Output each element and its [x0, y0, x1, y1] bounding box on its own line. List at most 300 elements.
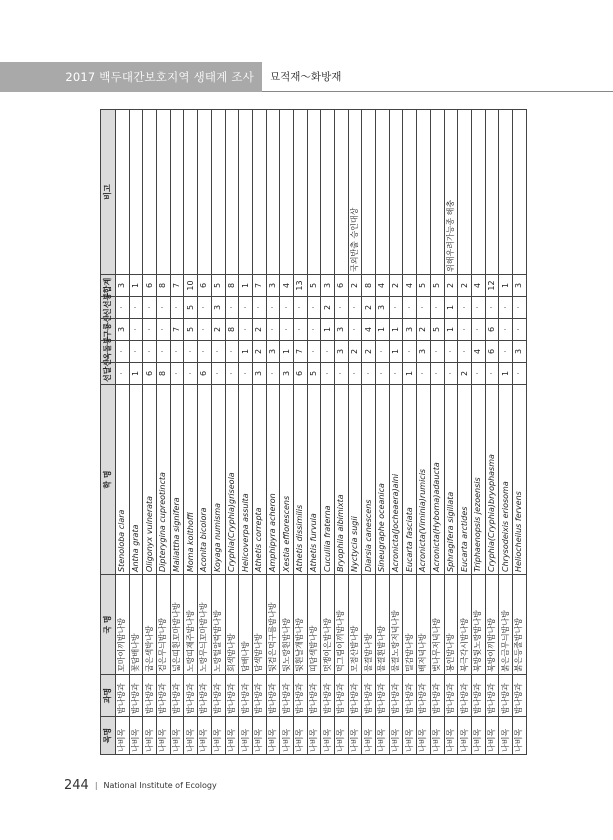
count-cell: 3: [266, 341, 280, 363]
scientific-name-cell: Cucullia fraterna: [321, 385, 335, 575]
table-row: [417, 110, 431, 755]
count-cell: ·: [485, 363, 499, 385]
count-cell: 3: [252, 363, 266, 385]
order-cell: 나비목: [471, 717, 485, 755]
total-cell: 8: [225, 275, 239, 297]
count-cell: 1: [321, 319, 335, 341]
table-row: [143, 110, 157, 755]
species-table-region: [100, 110, 524, 755]
order-cell: 나비목: [321, 717, 335, 755]
family-cell: 밤나방과: [348, 675, 362, 717]
rotated-table-frame: [100, 110, 524, 755]
count-cell: ·: [116, 341, 130, 363]
count-cell: ·: [129, 319, 143, 341]
total-cell: 8: [157, 275, 171, 297]
remarks-cell: [430, 110, 444, 275]
count-cell: ·: [184, 341, 198, 363]
count-cell: ·: [307, 319, 321, 341]
family-cell: 밤나방과: [444, 675, 458, 717]
korean-name-cell: 노랑털알락밤나방: [211, 575, 225, 675]
family-cell: 밤나방과: [225, 675, 239, 717]
korean-name-cell: 띠담색밤나방: [307, 575, 321, 675]
count-cell: ·: [362, 363, 376, 385]
korean-name-cell: 검은무늬밤나방: [157, 575, 171, 675]
korean-name-cell: 노랑무늬꼬마밤나방: [198, 575, 212, 675]
korean-name-cell: 뒷검은먹구름밤나방: [266, 575, 280, 675]
table-row: [211, 110, 225, 755]
table-row: [293, 110, 307, 755]
table-row: [485, 110, 499, 755]
column-header: 신선봉: [101, 297, 116, 319]
scientific-name-cell: Athetis dissimilis: [293, 385, 307, 575]
count-cell: ·: [198, 297, 212, 319]
table-row: [376, 110, 390, 755]
total-cell: 6: [143, 275, 157, 297]
header-divider: [262, 91, 613, 92]
order-cell: 나비목: [116, 717, 130, 755]
order-cell: 나비목: [512, 717, 526, 755]
scientific-name-cell: Stenoloba clara: [116, 385, 130, 575]
table-row: [362, 110, 376, 755]
page-footer: [64, 778, 217, 798]
table-row: [444, 110, 458, 755]
count-cell: 3: [280, 363, 294, 385]
scientific-name-cell: Sineugraphe oceanica: [376, 385, 390, 575]
count-cell: 5: [184, 319, 198, 341]
count-cell: ·: [225, 363, 239, 385]
remarks-cell: [307, 110, 321, 275]
count-cell: ·: [184, 363, 198, 385]
family-cell: 밤나방과: [485, 675, 499, 717]
count-cell: 1: [129, 363, 143, 385]
order-cell: 나비목: [499, 717, 513, 755]
order-cell: 나비목: [225, 717, 239, 755]
table-row: [471, 110, 485, 755]
family-cell: 밤나방과: [376, 675, 390, 717]
order-cell: 나비목: [485, 717, 499, 755]
remarks-cell: [225, 110, 239, 275]
table-row: [403, 110, 417, 755]
report-title: 2017 백두대간보호지역 생태계 조사: [0, 62, 262, 92]
family-cell: 밤나방과: [239, 675, 253, 717]
remarks-cell: [471, 110, 485, 275]
count-cell: 2: [362, 297, 376, 319]
scientific-name-cell: Helicoverpa assulta: [239, 385, 253, 575]
total-cell: 12: [485, 275, 499, 297]
count-cell: ·: [389, 363, 403, 385]
korean-name-cell: 물결노랑저녁나방: [389, 575, 403, 675]
scientific-name-cell: Athetis correpta: [252, 385, 266, 575]
total-cell: 4: [280, 275, 294, 297]
column-header: 국 명: [101, 575, 116, 675]
count-cell: 2: [321, 297, 335, 319]
korean-name-cell: 담배나방: [239, 575, 253, 675]
count-cell: 4: [471, 341, 485, 363]
remarks-cell: [129, 110, 143, 275]
count-cell: 7: [170, 319, 184, 341]
count-cell: ·: [280, 297, 294, 319]
korean-name-cell: 뒷흰날개밤나방: [293, 575, 307, 675]
order-cell: 나비목: [417, 717, 431, 755]
remarks-cell: [458, 110, 472, 275]
count-cell: ·: [430, 297, 444, 319]
order-cell: 나비목: [198, 717, 212, 755]
count-cell: ·: [198, 341, 212, 363]
korean-name-cell: 뒷노랑흰밤나방: [280, 575, 294, 675]
remarks-cell: 위해우려가능종 해충: [444, 110, 458, 275]
count-cell: ·: [143, 319, 157, 341]
scientific-name-cell: Dipterygina cupreotincta: [157, 385, 171, 575]
scientific-name-cell: Xestia efflorescens: [280, 385, 294, 575]
remarks-cell: [293, 110, 307, 275]
count-cell: ·: [499, 319, 513, 341]
total-cell: 6: [198, 275, 212, 297]
korean-name-cell: 꼬마이끼밤나방: [116, 575, 130, 675]
count-cell: 1: [389, 341, 403, 363]
korean-name-cell: 담색밤나방: [252, 575, 266, 675]
family-cell: 밤나방과: [116, 675, 130, 717]
count-cell: 2: [417, 319, 431, 341]
total-cell: 7: [170, 275, 184, 297]
count-cell: ·: [376, 363, 390, 385]
count-cell: ·: [198, 319, 212, 341]
table-row: [512, 110, 526, 755]
count-cell: ·: [403, 297, 417, 319]
scientific-name-cell: Acronicta(Jocheaera)alni: [389, 385, 403, 575]
korean-name-cell: 모점산밤나방: [348, 575, 362, 675]
order-cell: 나비목: [335, 717, 349, 755]
count-cell: 8: [225, 319, 239, 341]
remarks-cell: [143, 110, 157, 275]
family-cell: 밤나방과: [307, 675, 321, 717]
column-header: 선달산: [101, 363, 116, 385]
table-row: [307, 110, 321, 755]
remarks-cell: 국외반출 승인대상: [348, 110, 362, 275]
total-cell: 5: [430, 275, 444, 297]
count-cell: ·: [458, 297, 472, 319]
footer-separator: |: [94, 781, 98, 790]
count-cell: 3: [403, 319, 417, 341]
korean-name-cell: 벚나무저녁나방: [430, 575, 444, 675]
total-cell: 7: [252, 275, 266, 297]
count-cell: 1: [280, 341, 294, 363]
total-cell: 3: [266, 275, 280, 297]
family-cell: 밤나방과: [184, 675, 198, 717]
count-cell: 1: [444, 319, 458, 341]
count-cell: ·: [471, 363, 485, 385]
table-row: [280, 110, 294, 755]
family-cell: 밤나방과: [362, 675, 376, 717]
total-cell: 1: [129, 275, 143, 297]
count-cell: ·: [376, 341, 390, 363]
order-cell: 나비목: [293, 717, 307, 755]
total-cell: 13: [293, 275, 307, 297]
remarks-cell: [335, 110, 349, 275]
scientific-name-cell: Eucarta arctides: [458, 385, 472, 575]
family-cell: 밤나방과: [266, 675, 280, 717]
order-cell: 나비목: [157, 717, 171, 755]
count-cell: 6: [143, 363, 157, 385]
remarks-cell: [362, 110, 376, 275]
table-row: [116, 110, 130, 755]
table-row: [430, 110, 444, 755]
count-cell: 2: [252, 341, 266, 363]
total-cell: 10: [184, 275, 198, 297]
family-cell: 밤나방과: [211, 675, 225, 717]
family-cell: 밤나방과: [389, 675, 403, 717]
count-cell: 1: [239, 341, 253, 363]
count-cell: ·: [512, 363, 526, 385]
family-cell: 밤나방과: [458, 675, 472, 717]
total-cell: 5: [211, 275, 225, 297]
scientific-name-cell: Triphaenopsis jezoensis: [471, 385, 485, 575]
scientific-name-cell: Sphragifera sigillata: [444, 385, 458, 575]
scientific-name-cell: Antha grata: [129, 385, 143, 575]
species-table: [100, 109, 527, 755]
scientific-name-cell: Diarsia canescens: [362, 385, 376, 575]
remarks-cell: [266, 110, 280, 275]
order-cell: 나비목: [239, 717, 253, 755]
count-cell: ·: [252, 297, 266, 319]
count-cell: ·: [129, 341, 143, 363]
remarks-cell: [485, 110, 499, 275]
family-cell: 밤나방과: [170, 675, 184, 717]
remarks-cell: [116, 110, 130, 275]
column-header: 구룡산: [101, 319, 116, 341]
family-cell: 밤나방과: [335, 675, 349, 717]
korean-name-cell: 밀감밤나방: [403, 575, 417, 675]
remarks-cell: [321, 110, 335, 275]
family-cell: 밤나방과: [143, 675, 157, 717]
remarks-cell: [499, 110, 513, 275]
scientific-name-cell: Acronicta(Hyboma)adaucta: [430, 385, 444, 575]
scientific-name-cell: Oligonyx vulnerata: [143, 385, 157, 575]
column-header: 과명: [101, 675, 116, 717]
family-cell: 밤나방과: [293, 675, 307, 717]
total-cell: 1: [499, 275, 513, 297]
remarks-cell: [157, 110, 171, 275]
count-cell: ·: [389, 297, 403, 319]
count-cell: ·: [348, 363, 362, 385]
table-row: [321, 110, 335, 755]
table-row: [225, 110, 239, 755]
column-header: 학 명: [101, 385, 116, 575]
column-header: 옥돌봉: [101, 341, 116, 363]
section-title: 묘적재～화방재: [270, 71, 342, 83]
family-cell: 밤나방과: [471, 675, 485, 717]
count-cell: ·: [430, 363, 444, 385]
remarks-cell: [376, 110, 390, 275]
order-cell: 나비목: [143, 717, 157, 755]
table-body: [116, 110, 527, 755]
count-cell: ·: [129, 297, 143, 319]
remarks-cell: [170, 110, 184, 275]
total-cell: 4: [471, 275, 485, 297]
korean-name-cell: 물결밤나방: [362, 575, 376, 675]
count-cell: ·: [444, 363, 458, 385]
count-cell: ·: [499, 297, 513, 319]
count-cell: ·: [157, 297, 171, 319]
count-cell: 2: [348, 341, 362, 363]
count-cell: ·: [143, 341, 157, 363]
count-cell: 2: [458, 363, 472, 385]
total-cell: 6: [335, 275, 349, 297]
count-cell: 3: [211, 297, 225, 319]
table-row: [129, 110, 143, 755]
total-cell: 5: [417, 275, 431, 297]
table-row: [499, 110, 513, 755]
order-cell: 나비목: [430, 717, 444, 755]
count-cell: ·: [307, 297, 321, 319]
korean-name-cell: 북방이끼밤나방: [485, 575, 499, 675]
total-cell: 2: [458, 275, 472, 297]
order-cell: 나비목: [307, 717, 321, 755]
count-cell: ·: [512, 297, 526, 319]
remarks-cell: [252, 110, 266, 275]
korean-name-cell: 물결흰밤나방: [376, 575, 390, 675]
column-header: 비고: [101, 110, 116, 275]
scientific-name-cell: Amphipyra acheron: [266, 385, 280, 575]
count-cell: 1: [403, 363, 417, 385]
count-cell: ·: [170, 297, 184, 319]
count-cell: 4: [362, 319, 376, 341]
order-cell: 나비목: [252, 717, 266, 755]
count-cell: ·: [335, 363, 349, 385]
count-cell: 1: [376, 319, 390, 341]
count-cell: ·: [321, 363, 335, 385]
family-cell: 밤나방과: [129, 675, 143, 717]
count-cell: 6: [198, 363, 212, 385]
total-cell: 4: [403, 275, 417, 297]
order-cell: 나비목: [211, 717, 225, 755]
remarks-cell: [184, 110, 198, 275]
korean-name-cell: 노랑띠재주밤나방: [184, 575, 198, 675]
remarks-cell: [512, 110, 526, 275]
scientific-name-cell: Koyaga numisma: [211, 385, 225, 575]
count-cell: ·: [348, 297, 362, 319]
korean-name-cell: 붉은금무늬밤나방: [499, 575, 513, 675]
count-cell: ·: [225, 341, 239, 363]
count-cell: ·: [239, 319, 253, 341]
scientific-name-cell: Chrysodeixis eriosoma: [499, 385, 513, 575]
order-cell: 나비목: [184, 717, 198, 755]
page-number: 244: [64, 778, 89, 793]
count-cell: ·: [143, 297, 157, 319]
count-cell: ·: [458, 341, 472, 363]
korean-name-cell: 회색밤나방: [225, 575, 239, 675]
table-row: [198, 110, 212, 755]
table-header-row: [101, 110, 116, 755]
count-cell: ·: [280, 319, 294, 341]
count-cell: 3: [335, 319, 349, 341]
count-cell: ·: [266, 297, 280, 319]
remarks-cell: [417, 110, 431, 275]
family-cell: 밤나방과: [198, 675, 212, 717]
table-row: [389, 110, 403, 755]
total-cell: 2: [389, 275, 403, 297]
count-cell: ·: [335, 297, 349, 319]
total-cell: 1: [239, 275, 253, 297]
family-cell: 밤나방과: [157, 675, 171, 717]
family-cell: 밤나방과: [280, 675, 294, 717]
korean-name-cell: 북극각시밤나방: [458, 575, 472, 675]
total-cell: 2: [444, 275, 458, 297]
order-cell: 나비목: [458, 717, 472, 755]
scientific-name-cell: Cryphia(Cryphia)bryophasma: [485, 385, 499, 575]
order-cell: 나비목: [280, 717, 294, 755]
table-row: [335, 110, 349, 755]
total-cell: 2: [348, 275, 362, 297]
scientific-name-cell: Moma kolthoffi: [184, 385, 198, 575]
korean-name-cell: 먹그림이끼밤나방: [335, 575, 349, 675]
count-cell: 3: [335, 341, 349, 363]
count-cell: ·: [266, 363, 280, 385]
count-cell: ·: [157, 319, 171, 341]
institution-name: National Institute of Ecology: [103, 781, 217, 790]
remarks-cell: [389, 110, 403, 275]
korean-name-cell: 붉은등줄밤나방: [512, 575, 526, 675]
count-cell: ·: [157, 341, 171, 363]
order-cell: 나비목: [444, 717, 458, 755]
count-cell: 3: [417, 341, 431, 363]
table-row: [348, 110, 362, 755]
running-header: [0, 62, 613, 92]
count-cell: ·: [293, 297, 307, 319]
count-cell: 5: [184, 297, 198, 319]
count-cell: 3: [512, 341, 526, 363]
order-cell: 나비목: [403, 717, 417, 755]
family-cell: 밤나방과: [321, 675, 335, 717]
count-cell: 1: [499, 363, 513, 385]
count-cell: 1: [444, 297, 458, 319]
count-cell: ·: [266, 319, 280, 341]
remarks-cell: [211, 110, 225, 275]
count-cell: ·: [458, 319, 472, 341]
korean-name-cell: 봉인밤나방: [444, 575, 458, 675]
count-cell: 5: [307, 363, 321, 385]
count-cell: 6: [293, 363, 307, 385]
count-cell: 3: [376, 297, 390, 319]
count-cell: ·: [239, 363, 253, 385]
total-cell: 3: [116, 275, 130, 297]
count-cell: 2: [211, 319, 225, 341]
remarks-cell: [198, 110, 212, 275]
order-cell: 나비목: [170, 717, 184, 755]
table-row: [458, 110, 472, 755]
total-cell: 8: [362, 275, 376, 297]
scientific-name-cell: Eucarta fasciata: [403, 385, 417, 575]
count-cell: ·: [116, 297, 130, 319]
scientific-name-cell: Athetis furvula: [307, 385, 321, 575]
count-cell: ·: [444, 341, 458, 363]
remarks-cell: [280, 110, 294, 275]
count-cell: ·: [485, 297, 499, 319]
count-cell: 2: [252, 319, 266, 341]
order-cell: 나비목: [266, 717, 280, 755]
count-cell: ·: [239, 297, 253, 319]
count-cell: ·: [116, 363, 130, 385]
count-cell: ·: [321, 341, 335, 363]
family-cell: 밤나방과: [430, 675, 444, 717]
count-cell: 3: [116, 319, 130, 341]
family-cell: 밤나방과: [499, 675, 513, 717]
table-row: [170, 110, 184, 755]
scientific-name-cell: Aconita bicolora: [198, 385, 212, 575]
column-header: 합계: [101, 275, 116, 297]
order-cell: 나비목: [348, 717, 362, 755]
count-cell: 6: [485, 319, 499, 341]
count-cell: ·: [170, 363, 184, 385]
